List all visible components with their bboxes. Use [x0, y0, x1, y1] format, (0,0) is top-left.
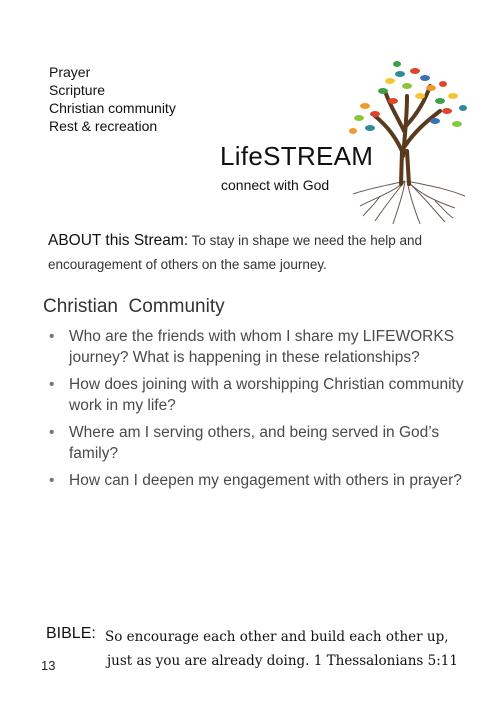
list-item [44, 470, 469, 491]
about-paragraph [48, 229, 468, 277]
brand-title: LifeSTREAM [220, 141, 374, 171]
bullet-icon: • [49, 424, 55, 441]
topic-item: Prayer [49, 64, 91, 80]
bible-label: BIBLE: [46, 625, 96, 642]
about-label: ABOUT this Stream: [48, 232, 189, 249]
bullet-icon: • [49, 472, 55, 489]
question-text: How can I deepen my engagement with others in prayer? [69, 472, 462, 489]
bible-verse-line: just as you are already doing. 1 Thessalonians 5:11 [107, 653, 458, 669]
list-item [44, 374, 469, 416]
topic-item: Rest & recreation [49, 118, 158, 134]
question-list [44, 326, 469, 497]
topic-item: Christian community [49, 100, 176, 116]
page-number: 13 [41, 658, 56, 673]
bullet-icon: • [49, 376, 55, 393]
topic-list [49, 63, 176, 135]
question-text: Who are the friends with whom I share my LIFEWORKS journey? What is happening in these relationships? [69, 328, 455, 366]
tree-roots [353, 181, 465, 224]
brand-subtitle: connect with God [221, 177, 330, 193]
about-text: To stay in shape we need the help and encouragement of others on the same journey. [48, 233, 423, 272]
list-item [44, 422, 469, 464]
bible-verse [105, 625, 475, 673]
tree-trunk [375, 86, 440, 184]
list-item [44, 326, 469, 368]
topic-item: Scripture [49, 82, 106, 98]
question-text: How does joining with a worshipping Christian community work in my life? [69, 376, 464, 414]
section-title: Christian Community [43, 296, 225, 317]
bullet-icon: • [49, 328, 55, 345]
question-text: Where am I serving others, and being served in God’s family? [69, 424, 440, 462]
bible-verse-line: So encourage each other and build each other up, [105, 629, 449, 645]
